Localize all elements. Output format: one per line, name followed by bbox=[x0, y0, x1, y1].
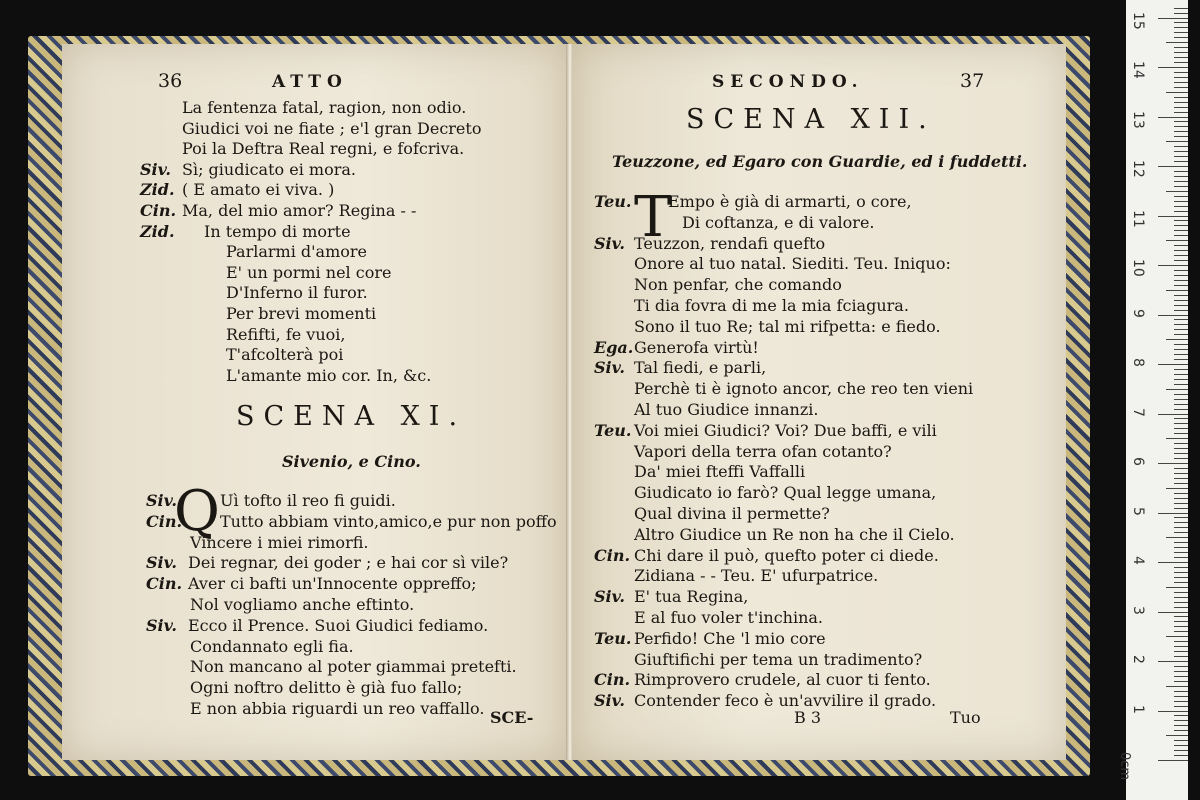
text-line: Di coftanza, e di valore. bbox=[682, 212, 875, 232]
ruler-tick bbox=[1174, 27, 1188, 28]
text-line: Tal fiedi, e parli, bbox=[634, 358, 767, 378]
ruler-label: 10 bbox=[1130, 259, 1146, 277]
ruler-tick bbox=[1174, 220, 1188, 221]
speaker-tag: Ega. bbox=[594, 337, 634, 357]
text-line: E al fuo voler t'inchina. bbox=[634, 608, 824, 627]
ruler-tick bbox=[1158, 67, 1188, 68]
text-line: Perfido! Che 'l mio core bbox=[634, 628, 826, 648]
text-line: Per brevi momenti bbox=[226, 304, 377, 323]
ruler-tick bbox=[1174, 334, 1188, 335]
left-page-number: 36 bbox=[158, 70, 183, 92]
ruler-tick bbox=[1174, 176, 1188, 177]
speaker-tag: Teu. bbox=[594, 628, 632, 648]
ruler-tick bbox=[1174, 324, 1188, 325]
ruler-tick bbox=[1174, 32, 1188, 33]
ruler-tick bbox=[1174, 597, 1188, 598]
ruler-tick bbox=[1166, 488, 1188, 489]
speaker-tag: Cin. bbox=[146, 511, 183, 531]
text-line: Rimprovero crudele, al cuor ti fento. bbox=[634, 670, 931, 690]
text-line: ( E amato ei viva. ) bbox=[182, 180, 335, 200]
ruler-tick bbox=[1166, 141, 1188, 142]
ruler-tick bbox=[1174, 280, 1188, 281]
ruler-tick bbox=[1174, 285, 1188, 286]
text-line: Onore al tuo natal. Siediti. Teu. Iniquo: bbox=[634, 254, 951, 274]
text-line: Sono il tuo Re; tal mi rifpetta: e fiedo. bbox=[634, 316, 941, 336]
ruler-tick bbox=[1166, 339, 1188, 340]
ruler-tick bbox=[1174, 102, 1188, 103]
speaker-tag: Siv. bbox=[146, 553, 177, 573]
ruler-tick bbox=[1174, 82, 1188, 83]
scene-cast: Teuzzone, ed Egaro con Guardie, ed i fuddetti. bbox=[612, 152, 1028, 171]
ruler-tick bbox=[1174, 359, 1188, 360]
text-line: Da' miei fteffi Vaffalli bbox=[634, 462, 806, 482]
dropcap: T bbox=[634, 185, 672, 250]
ruler-tick bbox=[1174, 715, 1188, 716]
ruler-tick bbox=[1158, 760, 1188, 761]
right-page bbox=[572, 44, 1066, 760]
speaker-tag: Siv. bbox=[594, 691, 625, 711]
ruler-tick bbox=[1174, 503, 1188, 504]
ruler-tick bbox=[1158, 265, 1188, 266]
ruler-tick bbox=[1174, 616, 1188, 617]
ruler-tick bbox=[1174, 418, 1188, 419]
ruler-tick bbox=[1174, 156, 1188, 157]
text-line: Giudici voi ne fiate ; e'l gran Decreto bbox=[182, 118, 482, 138]
ruler-tick bbox=[1174, 126, 1188, 127]
ruler-tick bbox=[1174, 701, 1188, 702]
ruler-tick bbox=[1166, 537, 1188, 538]
ruler-tick bbox=[1166, 240, 1188, 241]
ruler-tick bbox=[1174, 300, 1188, 301]
ruler-tick bbox=[1174, 354, 1188, 355]
text-line: Ogni noftro delitto è già fuo fallo; bbox=[190, 678, 463, 698]
ruler-tick bbox=[1174, 498, 1188, 499]
ruler-label: 11 bbox=[1130, 209, 1146, 228]
ruler-tick bbox=[1174, 572, 1188, 573]
ruler-tick bbox=[1174, 230, 1188, 231]
ruler-tick bbox=[1174, 399, 1188, 400]
text-line: Teuzzon, rendafi quefto bbox=[634, 233, 826, 253]
ruler-tick bbox=[1166, 92, 1188, 93]
text-line: Zidiana - - Teu. E' ufurpatrice. bbox=[634, 566, 879, 586]
speaker-tag: Cin. bbox=[594, 670, 631, 690]
ruler-tick bbox=[1174, 621, 1188, 622]
ruler-label: 9 bbox=[1130, 308, 1146, 318]
ruler-tick bbox=[1174, 270, 1188, 271]
ruler-label: 6 bbox=[1130, 457, 1146, 466]
ruler-tick bbox=[1174, 8, 1188, 9]
ruler-tick bbox=[1174, 379, 1188, 380]
ruler-tick bbox=[1174, 527, 1188, 528]
ruler-tick bbox=[1174, 295, 1188, 296]
ruler-tick bbox=[1166, 587, 1188, 588]
ruler-tick bbox=[1174, 646, 1188, 647]
ruler-tick bbox=[1174, 87, 1188, 88]
ruler-tick bbox=[1174, 582, 1188, 583]
text-line: Ecco il Prence. Suoi Giudici fediamo. bbox=[188, 615, 489, 635]
ruler-tick bbox=[1158, 562, 1188, 563]
speaker-tag: Siv. bbox=[594, 358, 625, 378]
ruler-tick bbox=[1174, 656, 1188, 657]
text-line: Contender feco è un'avvilire il grado. bbox=[634, 691, 937, 711]
ruler-tick bbox=[1174, 107, 1188, 108]
ruler-tick bbox=[1174, 750, 1188, 751]
ruler-tick bbox=[1174, 250, 1188, 251]
ruler-label: 15 bbox=[1130, 11, 1146, 30]
ruler-tick bbox=[1174, 493, 1188, 494]
ruler-tick bbox=[1174, 557, 1188, 558]
text-line: Qual divina il permette? bbox=[634, 504, 830, 523]
ruler-label: 14 bbox=[1130, 61, 1146, 79]
ruler-tick bbox=[1166, 735, 1188, 736]
text-line: Vincere i miei rimorfi. bbox=[190, 532, 369, 552]
ruler-tick bbox=[1174, 483, 1188, 484]
ruler-tick bbox=[1174, 641, 1188, 642]
ruler-tick bbox=[1166, 636, 1188, 637]
text-line: Generofa virtù! bbox=[634, 337, 759, 357]
ruler-tick bbox=[1174, 52, 1188, 53]
ruler-tick bbox=[1174, 97, 1188, 98]
text-line: Sì; giudicato ei mora. bbox=[182, 159, 356, 179]
ruler-tick bbox=[1174, 275, 1188, 276]
scene-title: SCENA XII. bbox=[686, 104, 936, 135]
ruler-tick bbox=[1174, 532, 1188, 533]
ruler-tick bbox=[1174, 478, 1188, 479]
text-line: Dei regnar, dei goder ; e hai cor sì vile? bbox=[188, 553, 509, 573]
ruler-tick bbox=[1174, 666, 1188, 667]
ruler-tick bbox=[1174, 161, 1188, 162]
ruler-tick bbox=[1166, 42, 1188, 43]
text-line: L'amante mio cor. In, &c. bbox=[226, 365, 432, 385]
text-line: Altro Giudice un Re non ha che il Cielo. bbox=[634, 524, 955, 544]
text-line: Uì tofto il reo fi guidi. bbox=[220, 491, 396, 510]
ruler-tick bbox=[1174, 691, 1188, 692]
ruler-tick bbox=[1166, 438, 1188, 439]
speaker-tag: Siv. bbox=[594, 233, 625, 253]
text-line: La fentenza fatal, ragion, non odio. bbox=[182, 98, 467, 117]
text-line: E' tua Regina, bbox=[634, 587, 749, 607]
ruler-tick bbox=[1174, 404, 1188, 405]
ruler-tick bbox=[1174, 740, 1188, 741]
ruler-tick bbox=[1166, 686, 1188, 687]
ruler-tick bbox=[1174, 428, 1188, 429]
ruler-tick bbox=[1174, 181, 1188, 182]
ruler-tick bbox=[1174, 577, 1188, 578]
catchword: Tuo bbox=[950, 708, 981, 727]
ruler-tick bbox=[1174, 151, 1188, 152]
text-line: Poi la Deftra Real regni, e fofcriva. bbox=[182, 139, 465, 159]
text-line: Giudicato io farò? Qual legge umana, bbox=[634, 483, 937, 503]
ruler-tick bbox=[1158, 216, 1188, 217]
ruler-label: 13 bbox=[1130, 110, 1146, 129]
text-line: Al tuo Giudice innanzi. bbox=[634, 400, 819, 419]
ruler-label: 1 bbox=[1130, 704, 1146, 714]
speaker-tag: Zid. bbox=[140, 221, 175, 241]
ruler-tick bbox=[1174, 136, 1188, 137]
text-line: Ti dia fovra di me la mia fciagura. bbox=[634, 296, 909, 315]
ruler-label: 7 bbox=[1130, 407, 1146, 417]
ruler-unit: 0cm bbox=[1117, 752, 1132, 781]
text-line: Chi dare il può, quefto poter ci diede. bbox=[634, 545, 939, 565]
text-line: Giuftifichi per tema un tradimento? bbox=[634, 649, 923, 669]
ruler-tick bbox=[1174, 206, 1188, 207]
ruler-tick bbox=[1158, 612, 1188, 613]
ruler-tick bbox=[1174, 676, 1188, 677]
scene-title: SCENA XI. bbox=[236, 401, 467, 432]
ruler-tick bbox=[1174, 542, 1188, 543]
text-line: Condannato egli fia. bbox=[190, 636, 354, 656]
text-line: Ma, del mio amor? Regina - - bbox=[182, 201, 417, 220]
ruler-tick bbox=[1174, 72, 1188, 73]
ruler-tick bbox=[1174, 329, 1188, 330]
ruler-tick bbox=[1158, 315, 1188, 316]
text-line: Non mancano al poter giammai pretefti. bbox=[190, 657, 517, 677]
ruler-tick bbox=[1174, 458, 1188, 459]
right-page-number: 37 bbox=[960, 70, 985, 92]
ruler-tick bbox=[1174, 225, 1188, 226]
ruler-tick bbox=[1158, 117, 1188, 118]
ruler-tick bbox=[1174, 112, 1188, 113]
text-line: Nol vogliamo anche eftinto. bbox=[190, 595, 415, 614]
text-line: D'Inferno il furor. bbox=[226, 283, 368, 303]
ruler-tick bbox=[1174, 651, 1188, 652]
ruler-tick bbox=[1158, 513, 1188, 514]
ruler-tick bbox=[1174, 567, 1188, 568]
text-line: In tempo di morte bbox=[204, 221, 351, 241]
ruler-tick bbox=[1174, 211, 1188, 212]
ruler-tick bbox=[1174, 310, 1188, 311]
ruler-tick bbox=[1174, 468, 1188, 469]
ruler-tick bbox=[1174, 508, 1188, 509]
text-line: Vapori della terra ofan cotanto? bbox=[634, 441, 892, 461]
ruler-tick bbox=[1158, 463, 1188, 464]
dropcap: Q bbox=[174, 479, 220, 544]
text-line: Perchè ti è ignoto ancor, che reo ten vieni bbox=[634, 379, 974, 399]
speaker-tag: Zid. bbox=[140, 180, 175, 200]
speaker-tag: Siv. bbox=[146, 615, 177, 635]
ruler-tick bbox=[1174, 47, 1188, 48]
ruler-tick bbox=[1174, 369, 1188, 370]
ruler-tick bbox=[1174, 552, 1188, 553]
ruler-tick bbox=[1174, 146, 1188, 147]
ruler-tick bbox=[1174, 260, 1188, 261]
ruler-tick bbox=[1174, 171, 1188, 172]
text-line: E non abbia riguardi un reo vaffallo. bbox=[190, 699, 485, 718]
ruler-tick bbox=[1174, 13, 1188, 14]
ruler-tick bbox=[1158, 414, 1188, 415]
signature-mark: B 3 bbox=[794, 708, 822, 727]
ruler-tick bbox=[1174, 433, 1188, 434]
speaker-tag: Siv. bbox=[146, 491, 177, 510]
ruler-tick bbox=[1174, 196, 1188, 197]
measurement-ruler bbox=[1117, 0, 1188, 800]
speaker-tag: Teu. bbox=[594, 192, 632, 211]
ruler-tick bbox=[1174, 696, 1188, 697]
ruler-tick bbox=[1174, 305, 1188, 306]
ruler-label: 3 bbox=[1130, 605, 1146, 615]
ruler-tick bbox=[1174, 631, 1188, 632]
speaker-tag: Teu. bbox=[594, 420, 632, 440]
ruler-tick bbox=[1174, 730, 1188, 731]
ruler-tick bbox=[1174, 522, 1188, 523]
speaker-tag: Siv. bbox=[140, 159, 171, 179]
text-line: T'afcolterà poi bbox=[226, 345, 344, 365]
ruler-label: 12 bbox=[1130, 160, 1146, 178]
ruler-tick bbox=[1174, 409, 1188, 410]
text-line: Voi miei Giudici? Voi? Due baffi, e vili bbox=[634, 420, 937, 440]
ruler-tick bbox=[1174, 720, 1188, 721]
ruler-tick bbox=[1174, 245, 1188, 246]
text-line: Parlarmi d'amore bbox=[226, 242, 368, 262]
ruler-tick bbox=[1174, 394, 1188, 395]
ruler-tick bbox=[1174, 443, 1188, 444]
right-running-head: SECONDO. bbox=[712, 72, 864, 92]
ruler-tick bbox=[1174, 384, 1188, 385]
ruler-tick bbox=[1174, 319, 1188, 320]
ruler-tick bbox=[1174, 706, 1188, 707]
speaker-tag: Cin. bbox=[146, 574, 183, 594]
ruler-tick bbox=[1166, 290, 1188, 291]
ruler-tick bbox=[1174, 57, 1188, 58]
speaker-tag: Cin. bbox=[140, 201, 177, 220]
ruler-tick bbox=[1158, 166, 1188, 167]
ruler-tick bbox=[1174, 547, 1188, 548]
ruler-tick bbox=[1174, 453, 1188, 454]
ruler-tick bbox=[1174, 121, 1188, 122]
text-line: Empo è già di armarti, o core, bbox=[668, 192, 912, 211]
scene-cast: Sivenio, e Cino. bbox=[282, 452, 421, 471]
ruler-tick bbox=[1174, 602, 1188, 603]
ruler-tick bbox=[1174, 517, 1188, 518]
speaker-tag: Siv. bbox=[594, 587, 625, 607]
ruler-tick bbox=[1174, 626, 1188, 627]
ruler-tick bbox=[1174, 374, 1188, 375]
ruler-tick bbox=[1174, 131, 1188, 132]
left-page bbox=[62, 44, 568, 760]
ruler-tick bbox=[1174, 62, 1188, 63]
ruler-tick bbox=[1174, 671, 1188, 672]
ruler-tick bbox=[1174, 37, 1188, 38]
ruler-tick bbox=[1174, 607, 1188, 608]
ruler-tick bbox=[1158, 18, 1188, 19]
ruler-tick bbox=[1174, 235, 1188, 236]
ruler-tick bbox=[1158, 364, 1188, 365]
ruler-tick bbox=[1158, 711, 1188, 712]
ruler-tick bbox=[1174, 755, 1188, 756]
text-line: Tutto abbiam vinto,amico,e pur non poffo bbox=[220, 511, 557, 531]
ruler-tick bbox=[1174, 344, 1188, 345]
ruler-tick bbox=[1174, 77, 1188, 78]
ruler-tick bbox=[1174, 255, 1188, 256]
ruler-tick bbox=[1174, 473, 1188, 474]
ruler-tick bbox=[1174, 592, 1188, 593]
left-running-head: ATTO bbox=[272, 72, 348, 92]
ruler-tick bbox=[1174, 448, 1188, 449]
speaker-tag: Cin. bbox=[594, 545, 631, 565]
text-line: E' un pormi nel core bbox=[226, 262, 392, 282]
ruler-label: 5 bbox=[1130, 506, 1146, 516]
ruler-tick bbox=[1174, 349, 1188, 350]
ruler-tick bbox=[1174, 186, 1188, 187]
text-line: Aver ci bafti un'Innocente oppreffo; bbox=[188, 574, 477, 594]
ruler-label: 4 bbox=[1130, 556, 1146, 565]
ruler-tick bbox=[1174, 745, 1188, 746]
ruler-tick bbox=[1174, 423, 1188, 424]
catchword: SCE- bbox=[490, 708, 534, 727]
ruler-tick bbox=[1174, 681, 1188, 682]
ruler-tick bbox=[1158, 661, 1188, 662]
ruler-tick bbox=[1174, 201, 1188, 202]
ruler-tick bbox=[1174, 725, 1188, 726]
ruler-tick bbox=[1166, 191, 1188, 192]
ruler-tick bbox=[1166, 389, 1188, 390]
ruler-label: 8 bbox=[1130, 358, 1146, 367]
text-line: Non penfar, che comando bbox=[634, 275, 842, 295]
text-line: Refifti, fe vuoi, bbox=[226, 324, 346, 344]
ruler-tick bbox=[1174, 22, 1188, 23]
ruler-label: 2 bbox=[1130, 655, 1146, 664]
